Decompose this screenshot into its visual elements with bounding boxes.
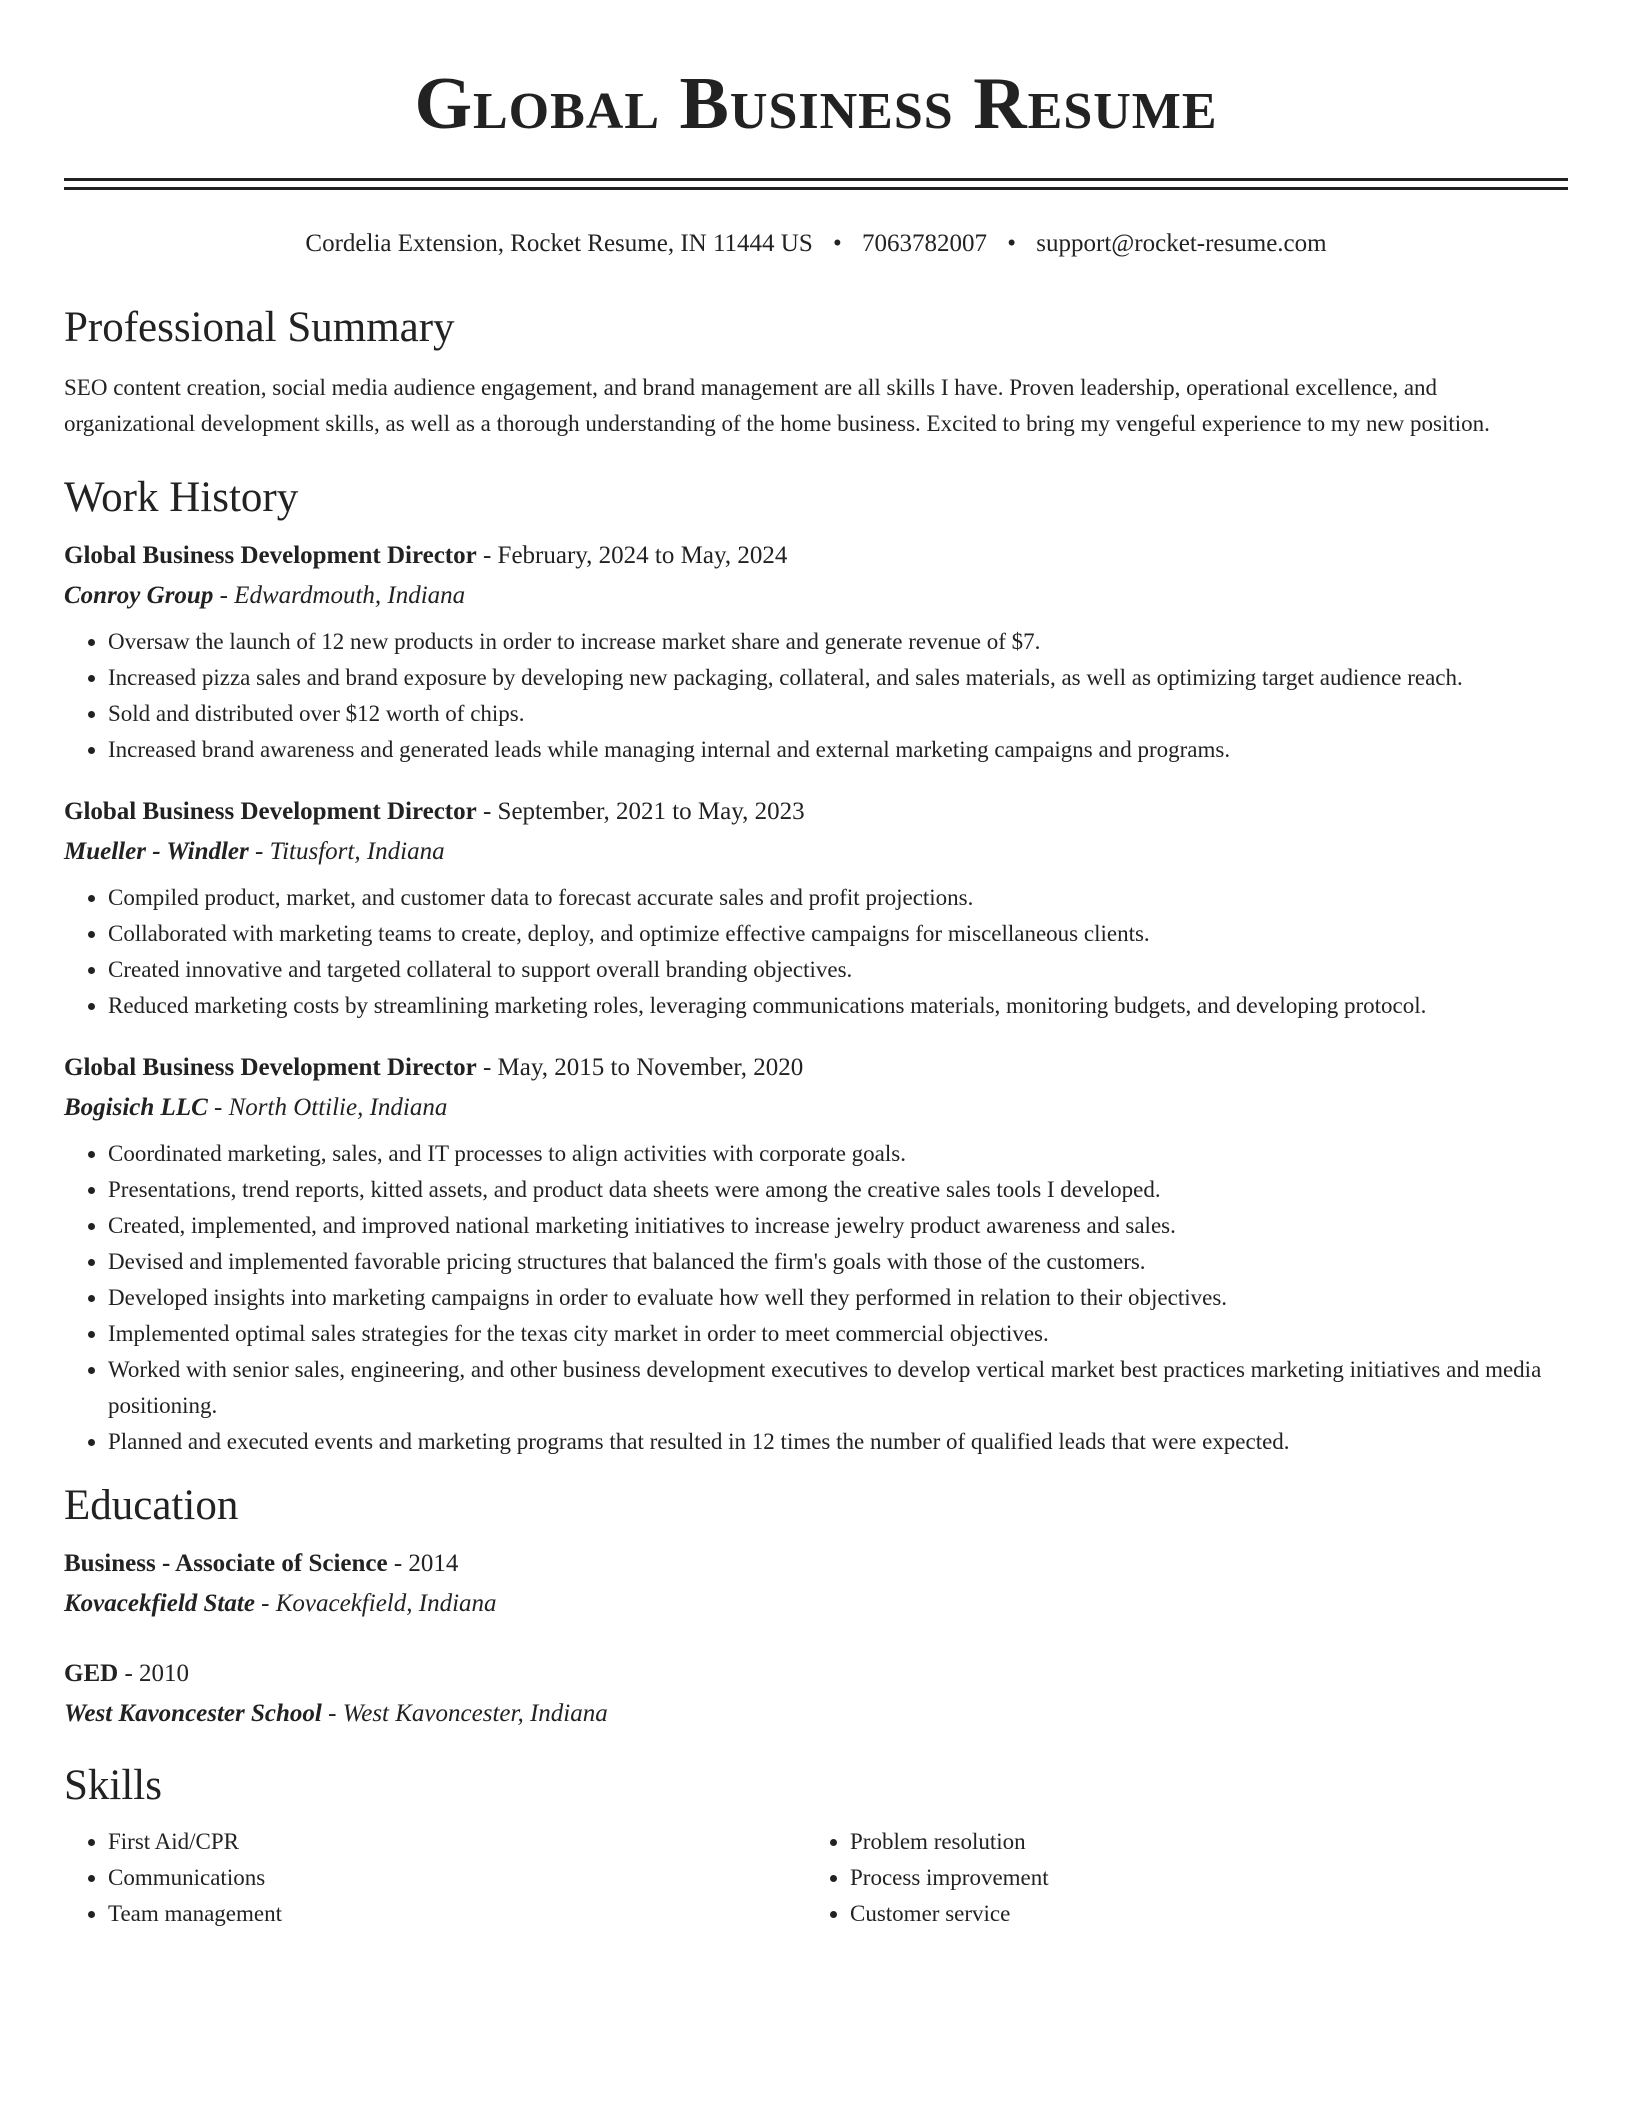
skills-list: [64, 1824, 1568, 1932]
section-heading-summary: Professional Summary: [64, 304, 455, 351]
resume-title: Global Business Resume: [414, 63, 1218, 145]
skills-column-left: [64, 1824, 806, 1932]
job-bullet: • Collaborated with marketing teams to create, deploy, and optimize effective campaigns for miscellaneous clients.: [108, 916, 1568, 952]
job-title: Global Business Development Director: [64, 1054, 477, 1081]
education-degree-line: [64, 1654, 1568, 1694]
contact-line: [64, 226, 1568, 262]
job-location: - North Ottilie, Indiana: [207, 1094, 448, 1121]
education-location: - West Kavoncester, Indiana: [321, 1700, 608, 1727]
contact-separator: •: [1007, 230, 1017, 257]
job-title-line: [64, 792, 1568, 832]
education-school: West Kavoncester School: [64, 1700, 322, 1727]
skill-item: • First Aid/CPR: [108, 1824, 806, 1860]
job-title: Global Business Development Director: [64, 798, 477, 825]
job-dates: - May, 2015 to November, 2020: [476, 1054, 804, 1081]
skill-item: • Communications: [108, 1860, 806, 1896]
job-bullet: • Oversaw the launch of 12 new products in order to increase market share and generate revenue of $7.: [108, 624, 1568, 660]
skill-item: • Team management: [108, 1896, 806, 1932]
job-company: Conroy Group: [64, 582, 214, 609]
education-entry: [64, 1654, 1568, 1734]
job-bullet: • Increased pizza sales and brand exposure by developing new packaging, collateral, and sales materials, as well as optimizing target audience reach.: [108, 660, 1568, 696]
skills-column-right: [806, 1824, 1548, 1932]
job-location: - Titusfort, Indiana: [248, 838, 445, 865]
job-bullet: • Presentations, trend reports, kitted assets, and product data sheets were among the creative sales tools I developed.: [108, 1172, 1568, 1208]
job-bullet: • Created, implemented, and improved national marketing initiatives to increase jewelry product awareness and sales.: [108, 1208, 1568, 1244]
job-bullet: • Implemented optimal sales strategies for the texas city market in order to meet commercial objectives.: [108, 1316, 1568, 1352]
job-company-line: [64, 1088, 1568, 1128]
education-year: - 2010: [118, 1660, 190, 1687]
skill-item: • Process improvement: [850, 1860, 1548, 1896]
job-title-line: [64, 1048, 1568, 1088]
job-bullet: • Worked with senior sales, engineering, and other business development executives to develop vertical market best practices marketing initiatives and media positioning.: [108, 1352, 1568, 1424]
education-school-line: [64, 1584, 1568, 1624]
job-bullets: [64, 624, 1568, 768]
job-bullet: • Reduced marketing costs by streamlining marketing roles, leveraging communications materials, monitoring budgets, and developing protocol.: [108, 988, 1568, 1024]
job-entry: [64, 536, 1568, 768]
education-school: Kovacekfield State: [64, 1590, 255, 1617]
contact-address: Cordelia Extension, Rocket Resume, IN 11444 US: [305, 230, 813, 257]
education-degree: Business - Associate of Science: [64, 1550, 388, 1577]
contact-phone: 7063782007: [862, 230, 988, 257]
job-entry: [64, 792, 1568, 1024]
job-title-line: [64, 536, 1568, 576]
section-heading-work-history: Work History: [64, 474, 299, 521]
job-company: Mueller - Windler: [64, 838, 249, 865]
education-entry: [64, 1544, 1568, 1624]
job-bullet: • Developed insights into marketing campaigns in order to evaluate how well they performed in relation to their objectives.: [108, 1280, 1568, 1316]
job-dates: - September, 2021 to May, 2023: [476, 798, 805, 825]
job-bullet: • Devised and implemented favorable pricing structures that balanced the firm's goals with those of the customers.: [108, 1244, 1568, 1280]
skill-item: • Customer service: [850, 1896, 1548, 1932]
education-year: - 2014: [387, 1550, 459, 1577]
job-title: Global Business Development Director: [64, 542, 477, 569]
job-bullets: [64, 880, 1568, 1024]
job-bullet: • Planned and executed events and marketing programs that resulted in 12 times the number of qualified leads that were expected.: [108, 1424, 1568, 1460]
job-bullet: • Coordinated marketing, sales, and IT processes to align activities with corporate goals.: [108, 1136, 1568, 1172]
job-entry: [64, 1048, 1568, 1460]
job-company-line: [64, 832, 1568, 872]
education-degree-line: [64, 1544, 1568, 1584]
job-bullet: • Increased brand awareness and generated leads while managing internal and external marketing campaigns and programs.: [108, 732, 1568, 768]
summary-text: SEO content creation, social media audience engagement, and brand management are all skills I have. Proven leadership, operational excellence, and organizational development skills, as well as a thorough understanding of the home business. Excited to bring my vengeful experience to my new position.: [64, 375, 1490, 436]
contact-email: support@rocket-resume.com: [1036, 230, 1327, 257]
job-company-line: [64, 576, 1568, 616]
job-bullet: • Compiled product, market, and customer data to forecast accurate sales and profit projections.: [108, 880, 1568, 916]
job-dates: - February, 2024 to May, 2024: [476, 542, 788, 569]
job-bullets: [64, 1136, 1568, 1460]
education-school-line: [64, 1694, 1568, 1734]
job-company: Bogisich LLC: [64, 1094, 208, 1121]
section-heading-skills: Skills: [64, 1762, 162, 1809]
title-double-rule: [64, 178, 1568, 190]
education-location: - Kovacekfield, Indiana: [254, 1590, 497, 1617]
section-heading-education: Education: [64, 1482, 239, 1529]
contact-separator: •: [833, 230, 842, 257]
job-bullet: • Created innovative and targeted collateral to support overall branding objectives.: [108, 952, 1568, 988]
education-degree: GED: [64, 1660, 119, 1687]
job-bullet: • Sold and distributed over $12 worth of chips.: [108, 696, 1568, 732]
job-location: - Edwardmouth, Indiana: [213, 582, 466, 609]
skill-item: • Problem resolution: [850, 1824, 1548, 1860]
